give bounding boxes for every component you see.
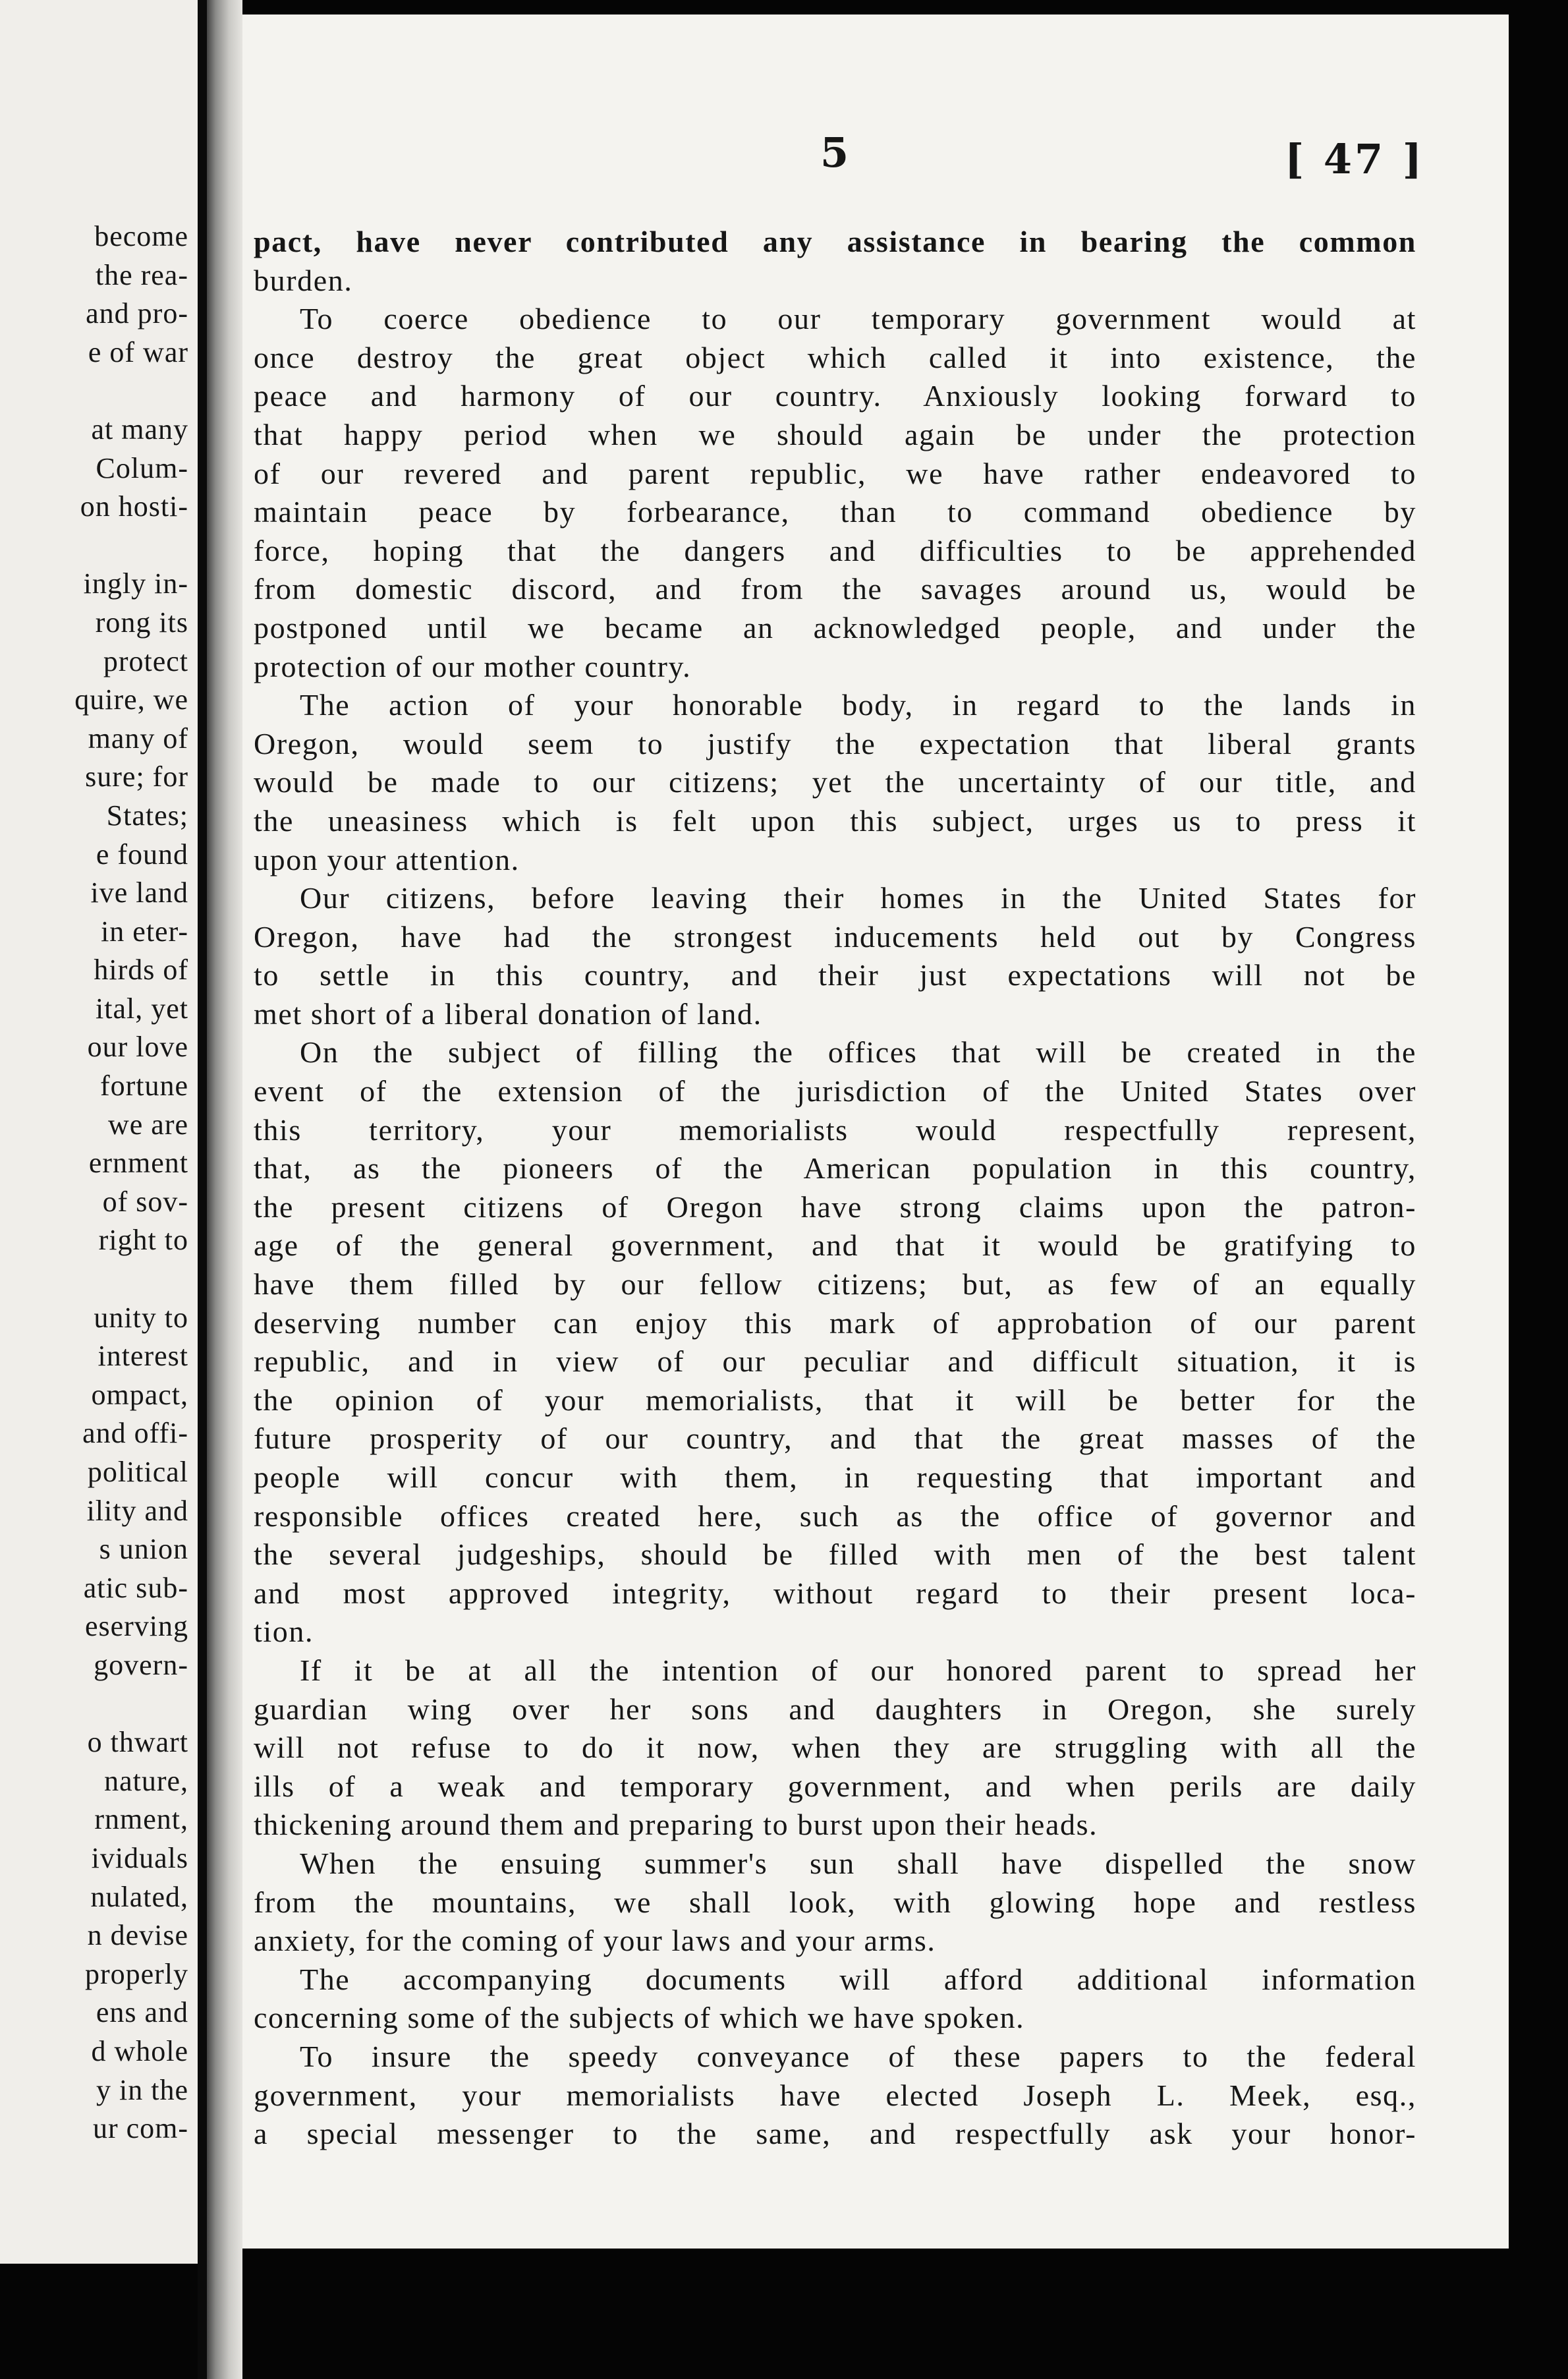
facing-page-line: at many (91, 413, 188, 445)
facing-page-line: e of war (88, 335, 188, 368)
text-line: age of the general government, and that it would be gratifying to (254, 1228, 1416, 1263)
facing-page-line: interest (98, 1340, 188, 1373)
text-line: a special messenger to the same, and respectfully ask your honor- (254, 2117, 1416, 2151)
facing-page-line: atic sub- (83, 1571, 188, 1604)
signature-mark: [ 47 ] (1285, 135, 1425, 183)
facing-page-line: become (94, 220, 188, 252)
facing-page-line: we are (107, 1108, 188, 1141)
facing-page-line: political (87, 1456, 188, 1488)
text-line: deserving number can enjoy this mark of approbation of our parent (254, 1305, 1416, 1340)
text-line: ills of a weak and temporary government, and when perils are daily (254, 1769, 1416, 1803)
facing-page-line: o thwart (87, 1726, 188, 1759)
text-line: To insure the speedy conveyance of these papers to the federal (300, 2039, 1416, 2073)
text-line: concerning some of the subjects of which we have spoken. (254, 2001, 1025, 2035)
facing-page-line: Colum- (96, 451, 188, 484)
facing-page-line: ompact, (91, 1378, 188, 1411)
facing-page-line: y in the (96, 2073, 188, 2106)
facing-page-line: in eter- (101, 915, 188, 948)
text-line: thickening around them and preparing to burst upon their heads. (254, 1808, 1098, 1842)
facing-page-line: govern- (94, 1648, 188, 1681)
facing-page-line: of sov- (102, 1185, 188, 1218)
facing-page-line: rnment, (94, 1803, 188, 1836)
facing-page-line: nulated, (90, 1880, 188, 1913)
text-line: the opinion of your memorialists, that it will be better for the (254, 1383, 1416, 1417)
facing-page-line (74, 372, 188, 411)
text-line: government, your memorialists have elected Joseph L. Meek, esq., (254, 2078, 1416, 2112)
text-line: burden. (254, 263, 353, 297)
facing-page (0, 0, 198, 2264)
facing-page-line: hirds of (94, 954, 188, 987)
text-line: peace and harmony of our country. Anxiously looking forward to (254, 379, 1416, 413)
text-line: that, as the pioneers of the American population in this country, (254, 1151, 1416, 1186)
text-line: met short of a liberal donation of land. (254, 996, 762, 1031)
text-line: the present citizens of Oregon have strong claims upon the patron- (254, 1190, 1416, 1224)
facing-page-line: and offi- (82, 1417, 188, 1450)
text-line: guardian wing over her sons and daughters in Oregon, she surely (254, 1692, 1416, 1726)
text-line: If it be at all the intention of our honored parent to spread her (300, 1653, 1416, 1687)
text-line: The accompanying documents will afford additional information (300, 1962, 1416, 1996)
facing-page-line: quire, we (74, 683, 188, 716)
text-line: The action of your honorable body, in regard to the lands in (300, 688, 1416, 722)
text-line: future prosperity of our country, and that the great masses of the (254, 1421, 1416, 1456)
facing-page-line: ur com- (92, 2112, 188, 2145)
facing-page-line: s union (99, 1533, 188, 1566)
text-line: from the mountains, we shall look, with glowing hope and restless (254, 1885, 1416, 1919)
text-line: this territory, your memorialists would respectfully represent, (254, 1112, 1416, 1147)
facing-page-line: on hosti- (80, 490, 188, 523)
text-line: have them filled by our fellow citizens; but, as few of an equally (254, 1267, 1416, 1302)
facing-page-line: ility and (86, 1494, 188, 1527)
facing-page-text (74, 217, 188, 2148)
text-line: tion. (254, 1615, 314, 1649)
facing-page-line (74, 1685, 188, 1724)
text-line: responsible offices created here, such as the office of governor and (254, 1499, 1416, 1533)
gutter-shadow (198, 0, 207, 2379)
facing-page-line: d whole (91, 2034, 188, 2067)
facing-page-line: rong its (95, 606, 188, 639)
text-line: the several judgeships, should be filled with men of the best talent (254, 1537, 1416, 1572)
facing-page-line: ernment (88, 1147, 188, 1180)
text-line: anxiety, for the coming of your laws and your arms. (254, 1924, 936, 1958)
facing-page-line: sure; for (85, 760, 188, 793)
facing-page-line: and pro- (86, 297, 188, 330)
text-line: When the ensuing summer's sun shall have dispelled the snow (300, 1846, 1416, 1880)
text-line: force, hoping that the dangers and difficulties to be apprehended (254, 533, 1416, 567)
text-line: event of the extension of the jurisdiction of the United States over (254, 1074, 1416, 1108)
facing-page-line: n devise (87, 1919, 188, 1952)
facing-page-line: our love (87, 1031, 188, 1064)
text-line: will not refuse to do it now, when they are struggling with all the (254, 1731, 1416, 1765)
text-line: to settle in this country, and their just expectations will not be (254, 958, 1416, 992)
facing-page-line: nature, (104, 1764, 188, 1797)
facing-page-line: unity to (94, 1301, 188, 1334)
text-line: pact, have never contributed any assistance in bearing the common (254, 225, 1416, 258)
text-line: maintain peace by forbearance, than to command obedience by (254, 495, 1416, 529)
text-line: postponed until we became an acknowledged people, and under the (254, 610, 1416, 645)
facing-page-line: protect (103, 645, 188, 677)
facing-page-line: ividuals (91, 1841, 188, 1874)
text-line: Our citizens, before leaving their homes in the United States for (300, 881, 1416, 915)
facing-page-line: ingly in- (83, 567, 188, 600)
text-line: upon your attention. (254, 842, 520, 876)
facing-page-line (74, 1260, 188, 1299)
facing-page-line: ive land (90, 876, 188, 909)
text-line: of our revered and parent republic, we have rather endeavored to (254, 456, 1416, 490)
facing-page-line: eserving (84, 1610, 188, 1643)
facing-page-line: the rea- (95, 258, 188, 291)
text-line: would be made to our citizens; yet the uncertainty of our title, and (254, 765, 1416, 799)
text-line: republic, and in view of our peculiar and difficult situation, it is (254, 1344, 1416, 1379)
facing-page-line: properly (84, 1957, 188, 1990)
facing-page-line: many of (88, 722, 188, 755)
facing-page-line: States; (106, 799, 188, 832)
page-number: 5 (820, 129, 849, 177)
facing-page-line: right to (98, 1224, 188, 1257)
text-line: and most approved integrity, without regard to their present loca- (254, 1576, 1416, 1610)
facing-page-line (74, 527, 188, 565)
facing-page-line: ital, yet (96, 992, 188, 1025)
text-line: Oregon, have had the strongest inducements held out by Congress (254, 919, 1416, 954)
text-line: Oregon, would seem to justify the expectation that liberal grants (254, 726, 1416, 760)
text-line: the uneasiness which is felt upon this subject, urges us to press it (254, 803, 1416, 838)
facing-page-line: e found (96, 838, 188, 871)
facing-page-line: ens and (96, 1996, 188, 2029)
text-line: from domestic discord, and from the savages around us, would be (254, 572, 1416, 606)
text-line: people will concur with them, in requesting that important and (254, 1460, 1416, 1494)
text-line: protection of our mother country. (254, 649, 692, 683)
body-text (254, 223, 1416, 2154)
text-line: To coerce obedience to our temporary government would at (300, 302, 1416, 336)
text-line: once destroy the great object which called it into existence, the (254, 340, 1416, 374)
facing-page-line: fortune (99, 1070, 188, 1103)
text-line: On the subject of filling the offices that will be created in the (300, 1035, 1416, 1070)
text-line: that happy period when we should again be under the protection (254, 417, 1416, 451)
